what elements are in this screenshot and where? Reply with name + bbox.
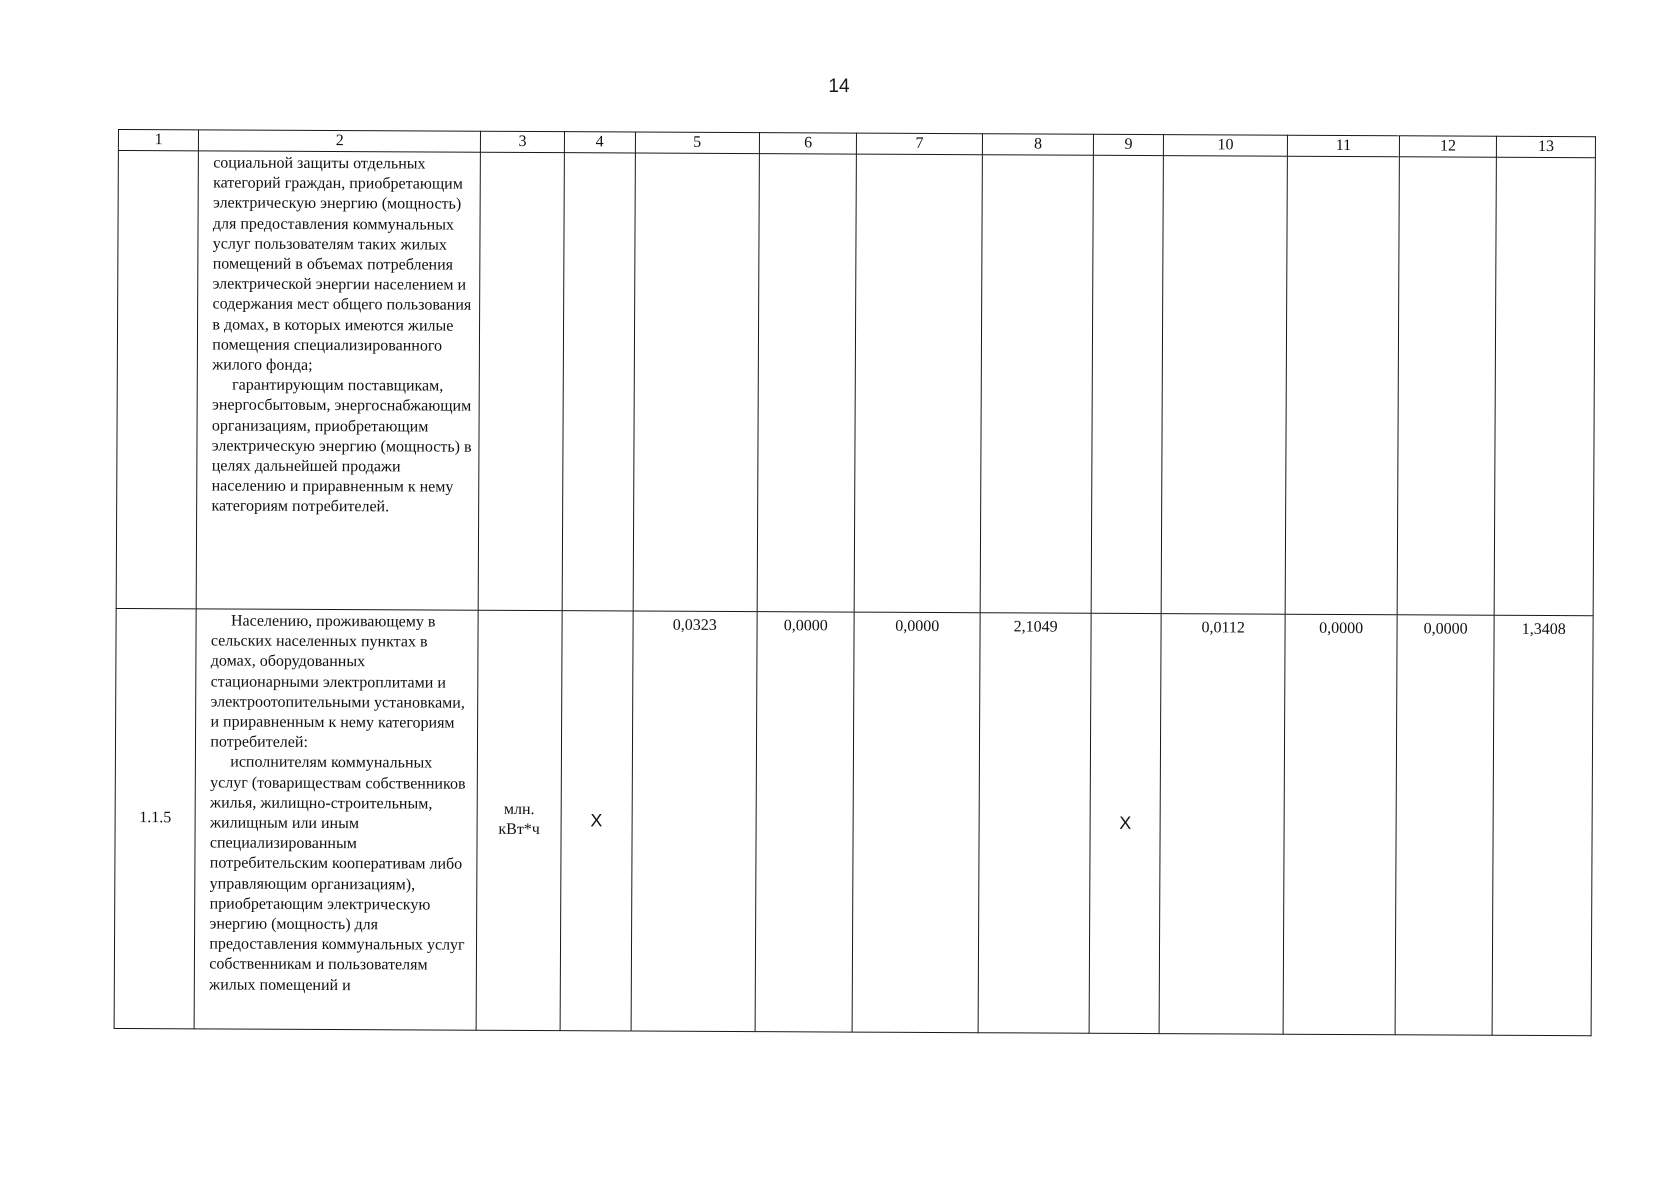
column-header: 9: [1094, 134, 1164, 155]
value-cell: 0,0323: [631, 611, 757, 1032]
table-row: [114, 608, 1593, 1035]
not-applicable-mark: X: [560, 611, 633, 1031]
column-header: 10: [1163, 135, 1287, 157]
table-cell: [1494, 157, 1595, 615]
table-cell: [1397, 157, 1497, 615]
table-cell: [116, 151, 199, 609]
value-cell: 0,0000: [1283, 614, 1397, 1035]
row-code: 1.1.5: [114, 608, 196, 1028]
not-applicable-mark: X: [1089, 613, 1161, 1033]
column-header: 7: [857, 133, 982, 155]
row-description: [197, 151, 481, 610]
table-cell: [478, 152, 564, 610]
description-paragraph: социальной защиты отдельных категорий граждан, приобретающим электрическую энергию (мощность) для предоставления коммунальных услуг пользователям таких жилых помещений в объемах потребления электрической энергии населением и содержания мест общего пользования в домах, в которых имеются жилые помещения специализированного жилого фонда;: [212, 154, 472, 374]
page-number: 14: [828, 76, 850, 97]
table-cell: [1091, 155, 1163, 613]
column-header: 13: [1497, 136, 1596, 157]
value-cell: 0,0000: [1395, 615, 1495, 1035]
value-cell: 0,0000: [755, 612, 855, 1032]
row-description: [194, 609, 478, 1030]
table-cell: [1285, 156, 1399, 615]
column-header: 4: [564, 132, 635, 153]
column-header: 8: [982, 134, 1094, 156]
table-cell: [633, 153, 760, 612]
column-header: 2: [199, 130, 481, 152]
column-header: 6: [759, 133, 857, 154]
table-cell: [1161, 156, 1288, 615]
data-table: [114, 129, 1596, 1036]
table-cell: [980, 155, 1094, 614]
table-cell: [757, 154, 857, 612]
table-cell: [855, 154, 983, 613]
table-cell: [562, 153, 635, 611]
value-cell: 0,0000: [853, 612, 980, 1033]
value-cell: 2,1049: [978, 613, 1092, 1034]
description-paragraph: гарантирующим поставщикам, энергосбытовым, энергоснабжающим организациям, приобретающим электрическую энергию (мощность) в целях дальнейшей продажи населению и приравненным к нему категориям потребителей.: [211, 376, 472, 516]
value-cell: 1,3408: [1492, 615, 1593, 1035]
column-header: 3: [481, 131, 565, 152]
description-paragraph: исполнителям коммунальных услуг (товариществам собственников жилья, жилищно-строительным, жилищным или иным специализированным потребительским кооперативам либо управляющим организациям), приобретающим электрическую энергию (мощность) для предоставления коммунальных услуг собственникам и пользователям жилых помещений и: [209, 753, 466, 994]
table-row: [116, 151, 1595, 616]
unit-cell: [476, 610, 562, 1030]
unit-label: млн. кВт*ч: [498, 801, 540, 839]
description-paragraph: Населению, проживающему в сельских населенных пунктах в домах, оборудованных стационарными электроплитами и электроотопительными установками, и приравненным к нему категориям потребителей:: [210, 612, 465, 752]
value-cell: 0,0112: [1159, 614, 1285, 1035]
column-header: 12: [1399, 136, 1497, 157]
column-header: 5: [635, 132, 759, 154]
column-header: 1: [118, 130, 198, 151]
column-header: 11: [1288, 135, 1400, 157]
